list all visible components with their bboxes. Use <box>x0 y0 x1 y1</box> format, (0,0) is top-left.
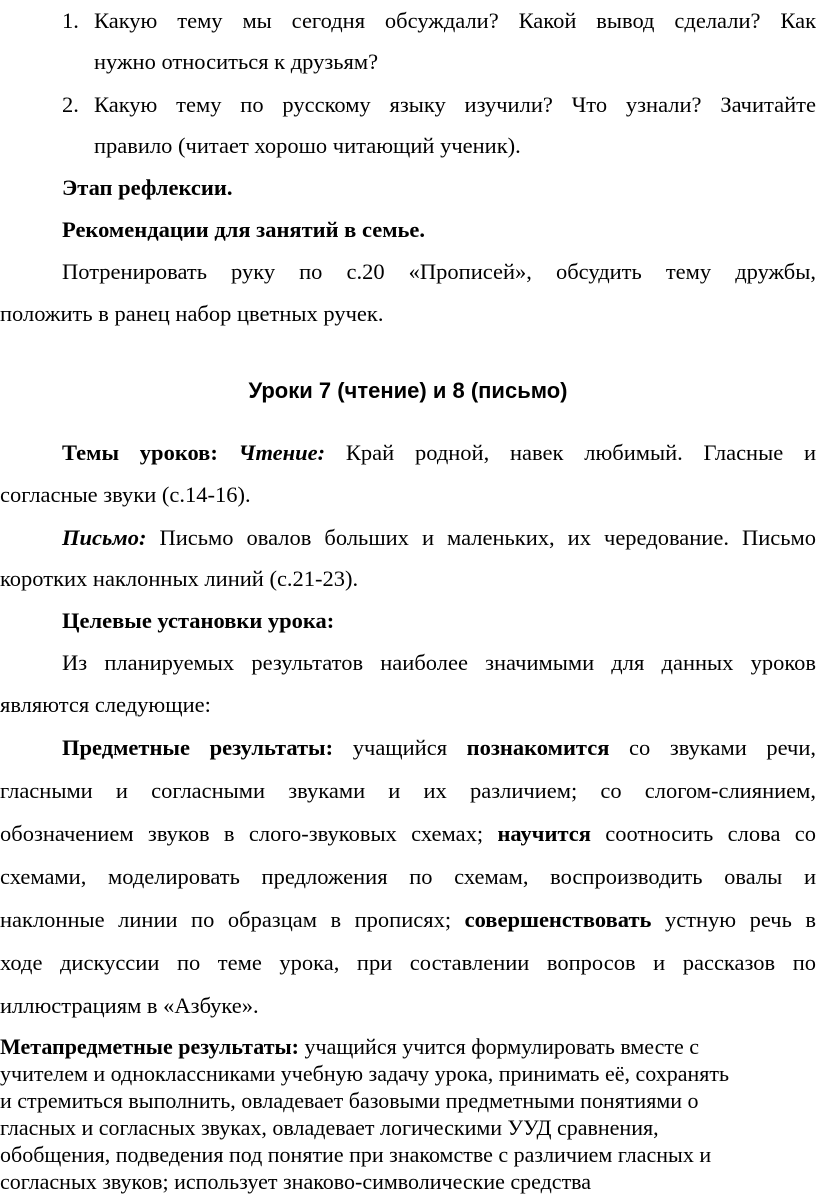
goals-line-1: Из планируемых результатов наиболее значимыми для данных уроков <box>62 650 816 675</box>
writing-label: Письмо: <box>62 525 147 550</box>
reading-text-line-2: согласные звуки (с.14-16). <box>0 482 251 507</box>
meta-results-line-3: и стремиться выполнить, овладевает базовыми предметными понятиями о <box>0 1088 699 1113</box>
list-number-1: 1. <box>62 8 79 33</box>
reading-label: Чтение: <box>238 440 326 465</box>
lesson-title: Уроки 7 (чтение) и 8 (письмо) <box>248 378 568 403</box>
meta-results-label: Метапредметные результаты: <box>0 1034 299 1059</box>
meta-results-line-6: согласных звуков; использует знаково-символические средства <box>0 1169 592 1194</box>
reading-text-line-1: Край родной, навек любимый. Гласные и <box>345 440 816 465</box>
topics-label: Темы уроков: <box>62 440 218 465</box>
list-item-1-line-1: Какую тему мы сегодня обсуждали? Какой вывод сделали? Как <box>94 8 816 33</box>
list-item-2-line-2: правило (читает хорошо читающий ученик). <box>94 133 521 158</box>
meta-results-line-2: учителем и одноклассниками учебную задачу урока, принимать её, сохранять <box>0 1061 730 1086</box>
meta-results-line-5: обобщения, подведения под понятие при знакомстве с различием гласных и <box>0 1142 712 1167</box>
reflection-heading: Этап рефлексии. <box>62 175 233 200</box>
writing-line-1 <box>62 525 816 551</box>
goals-heading: Целевые установки урока: <box>62 608 335 633</box>
writing-text-line-2: коротких наклонных линий (с.21-23). <box>0 566 359 591</box>
subject-results-line-2: гласными и согласными звуками и их различием; со слогом-слиянием, <box>0 778 816 803</box>
subject-text-1a: учащийся <box>352 735 448 760</box>
meta-results-line-1 <box>0 1034 699 1060</box>
subject-text-3c: соотносить слова со <box>605 821 816 846</box>
list-number-2: 2. <box>62 92 79 117</box>
writing-text-line-1: Письмо овалов больших и маленьких, их чередование. Письмо <box>159 525 816 550</box>
subject-results-label: Предметные результаты: <box>62 735 334 760</box>
subject-text-5b: совершенствовать <box>464 907 652 932</box>
subject-results-line-5 <box>0 907 816 933</box>
family-text-line-2: положить в ранец набор цветных ручек. <box>0 301 384 326</box>
subject-text-3b: научится <box>497 821 591 846</box>
subject-results-line-4: схемами, моделировать предложения по схемам, воспроизводить овалы и <box>0 864 816 889</box>
goals-line-2: являются следующие: <box>0 692 211 717</box>
subject-text-3a: обозначением звуков в слого-звуковых схемах; <box>0 821 484 846</box>
family-text-line-1: Потренировать руку по с.20 «Прописей», обсудить тему дружбы, <box>62 259 816 284</box>
subject-results-line-6: ходе дискуссии по теме урока, при составлении вопросов и рассказов по <box>0 950 816 975</box>
subject-results-line-1 <box>62 735 816 761</box>
subject-text-1c: со звуками речи, <box>629 735 816 760</box>
subject-text-5a: наклонные линии по образцам в прописях; <box>0 907 452 932</box>
family-heading: Рекомендации для занятий в семье. <box>62 217 426 242</box>
meta-results-line-4: гласных и согласных звуках, овладевает логическими УУД сравнения, <box>0 1115 659 1140</box>
meta-text-1: учащийся учится формулировать вместе с <box>304 1034 700 1059</box>
topics-line-1 <box>62 440 816 466</box>
subject-results-line-7: иллюстрациям в «Азбуке». <box>0 993 259 1018</box>
list-item-1-line-2: нужно относиться к друзьям? <box>94 49 379 74</box>
subject-text-5c: устную речь в <box>664 907 816 932</box>
subject-results-line-3 <box>0 821 816 847</box>
list-item-2-line-1: Какую тему по русскому языку изучили? Что узнали? Зачитайте <box>94 92 816 117</box>
subject-text-1b: познакомится <box>466 735 610 760</box>
